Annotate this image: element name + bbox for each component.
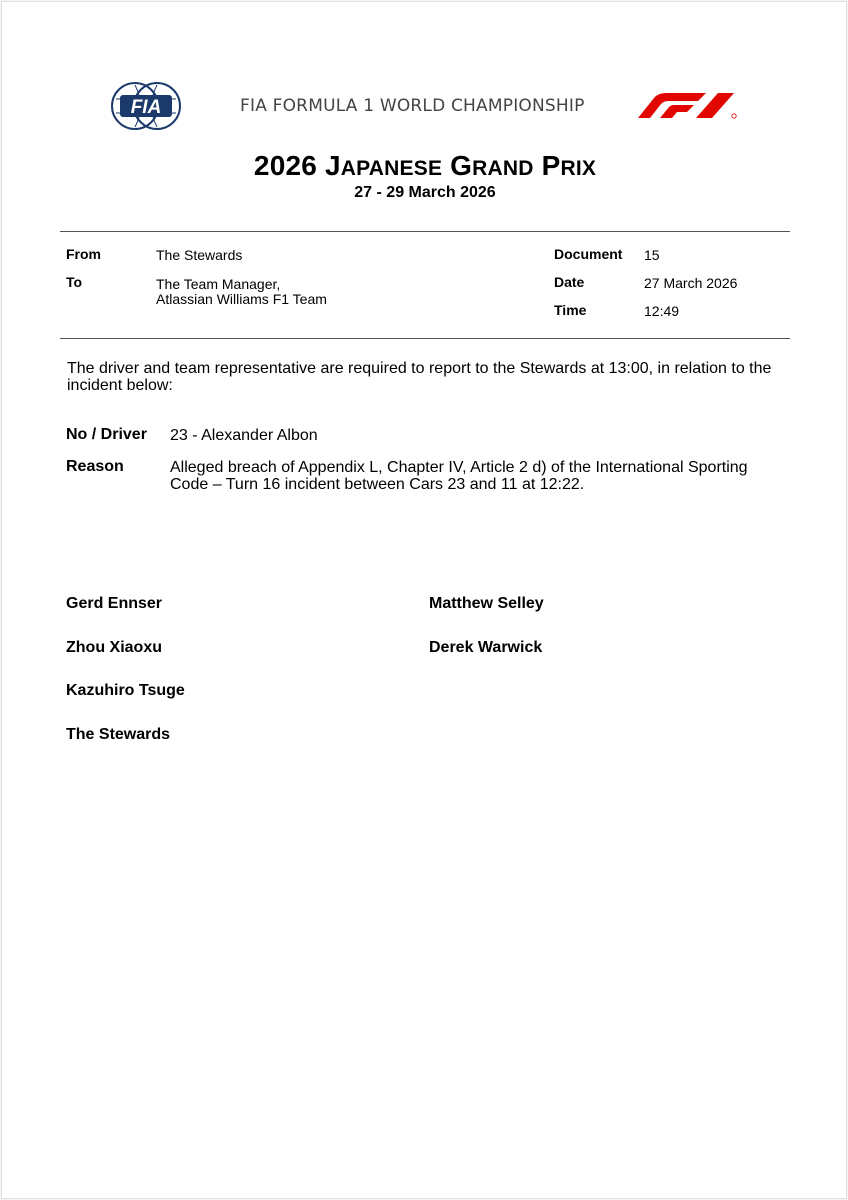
steward-name: Gerd Ennser — [66, 595, 163, 612]
event-title: 2026 JAPANESE GRAND PRIX — [253, 150, 597, 181]
document-page — [1, 1, 847, 1199]
document-number: 15 — [644, 247, 660, 263]
event-dates: 27 - 29 March 2026 — [354, 184, 496, 201]
stewards-signoff: The Stewards — [66, 726, 171, 743]
to-label: To — [66, 274, 83, 290]
to-value — [156, 277, 327, 307]
svg-text:F1: F1 — [687, 112, 689, 113]
f1-logo — [636, 90, 740, 120]
document-label: Document — [554, 246, 623, 262]
divider-top — [60, 231, 790, 232]
steward-name: Matthew Selley — [429, 595, 544, 612]
championship-title: FIA FORMULA 1 WORLD CHAMPIONSHIP — [240, 96, 585, 116]
reason-value: Alleged breach of Appendix L, Chapter IV, Article 2 d) of the International Sporting Code – Turn 16 incident between Cars 23 and 11 at 12:22. — [170, 459, 748, 493]
driver-value: 23 - Alexander Albon — [170, 427, 318, 444]
fia-logo — [110, 81, 182, 131]
svg-text:FIA: FIA — [130, 97, 162, 118]
reason-label: Reason — [66, 458, 124, 475]
date-label: Date — [554, 274, 585, 290]
steward-name: Derek Warwick — [429, 639, 543, 656]
to-value-line2: Atlassian Williams F1 Team — [156, 291, 327, 307]
summons-intro: The driver and team representative are required to report to the Stewards at 13:00, in relation to the incident below: — [67, 360, 772, 394]
time-label: Time — [554, 302, 587, 318]
to-value-line1: The Team Manager, — [156, 276, 281, 292]
steward-name: Kazuhiro Tsuge — [66, 682, 185, 699]
time-value: 12:49 — [644, 303, 680, 319]
steward-name: Zhou Xiaoxu — [66, 639, 162, 656]
divider-bottom — [60, 338, 790, 339]
from-value: The Stewards — [156, 247, 243, 263]
from-label: From — [66, 246, 101, 262]
driver-label: No / Driver — [66, 426, 147, 443]
date-value: 27 March 2026 — [644, 275, 738, 291]
